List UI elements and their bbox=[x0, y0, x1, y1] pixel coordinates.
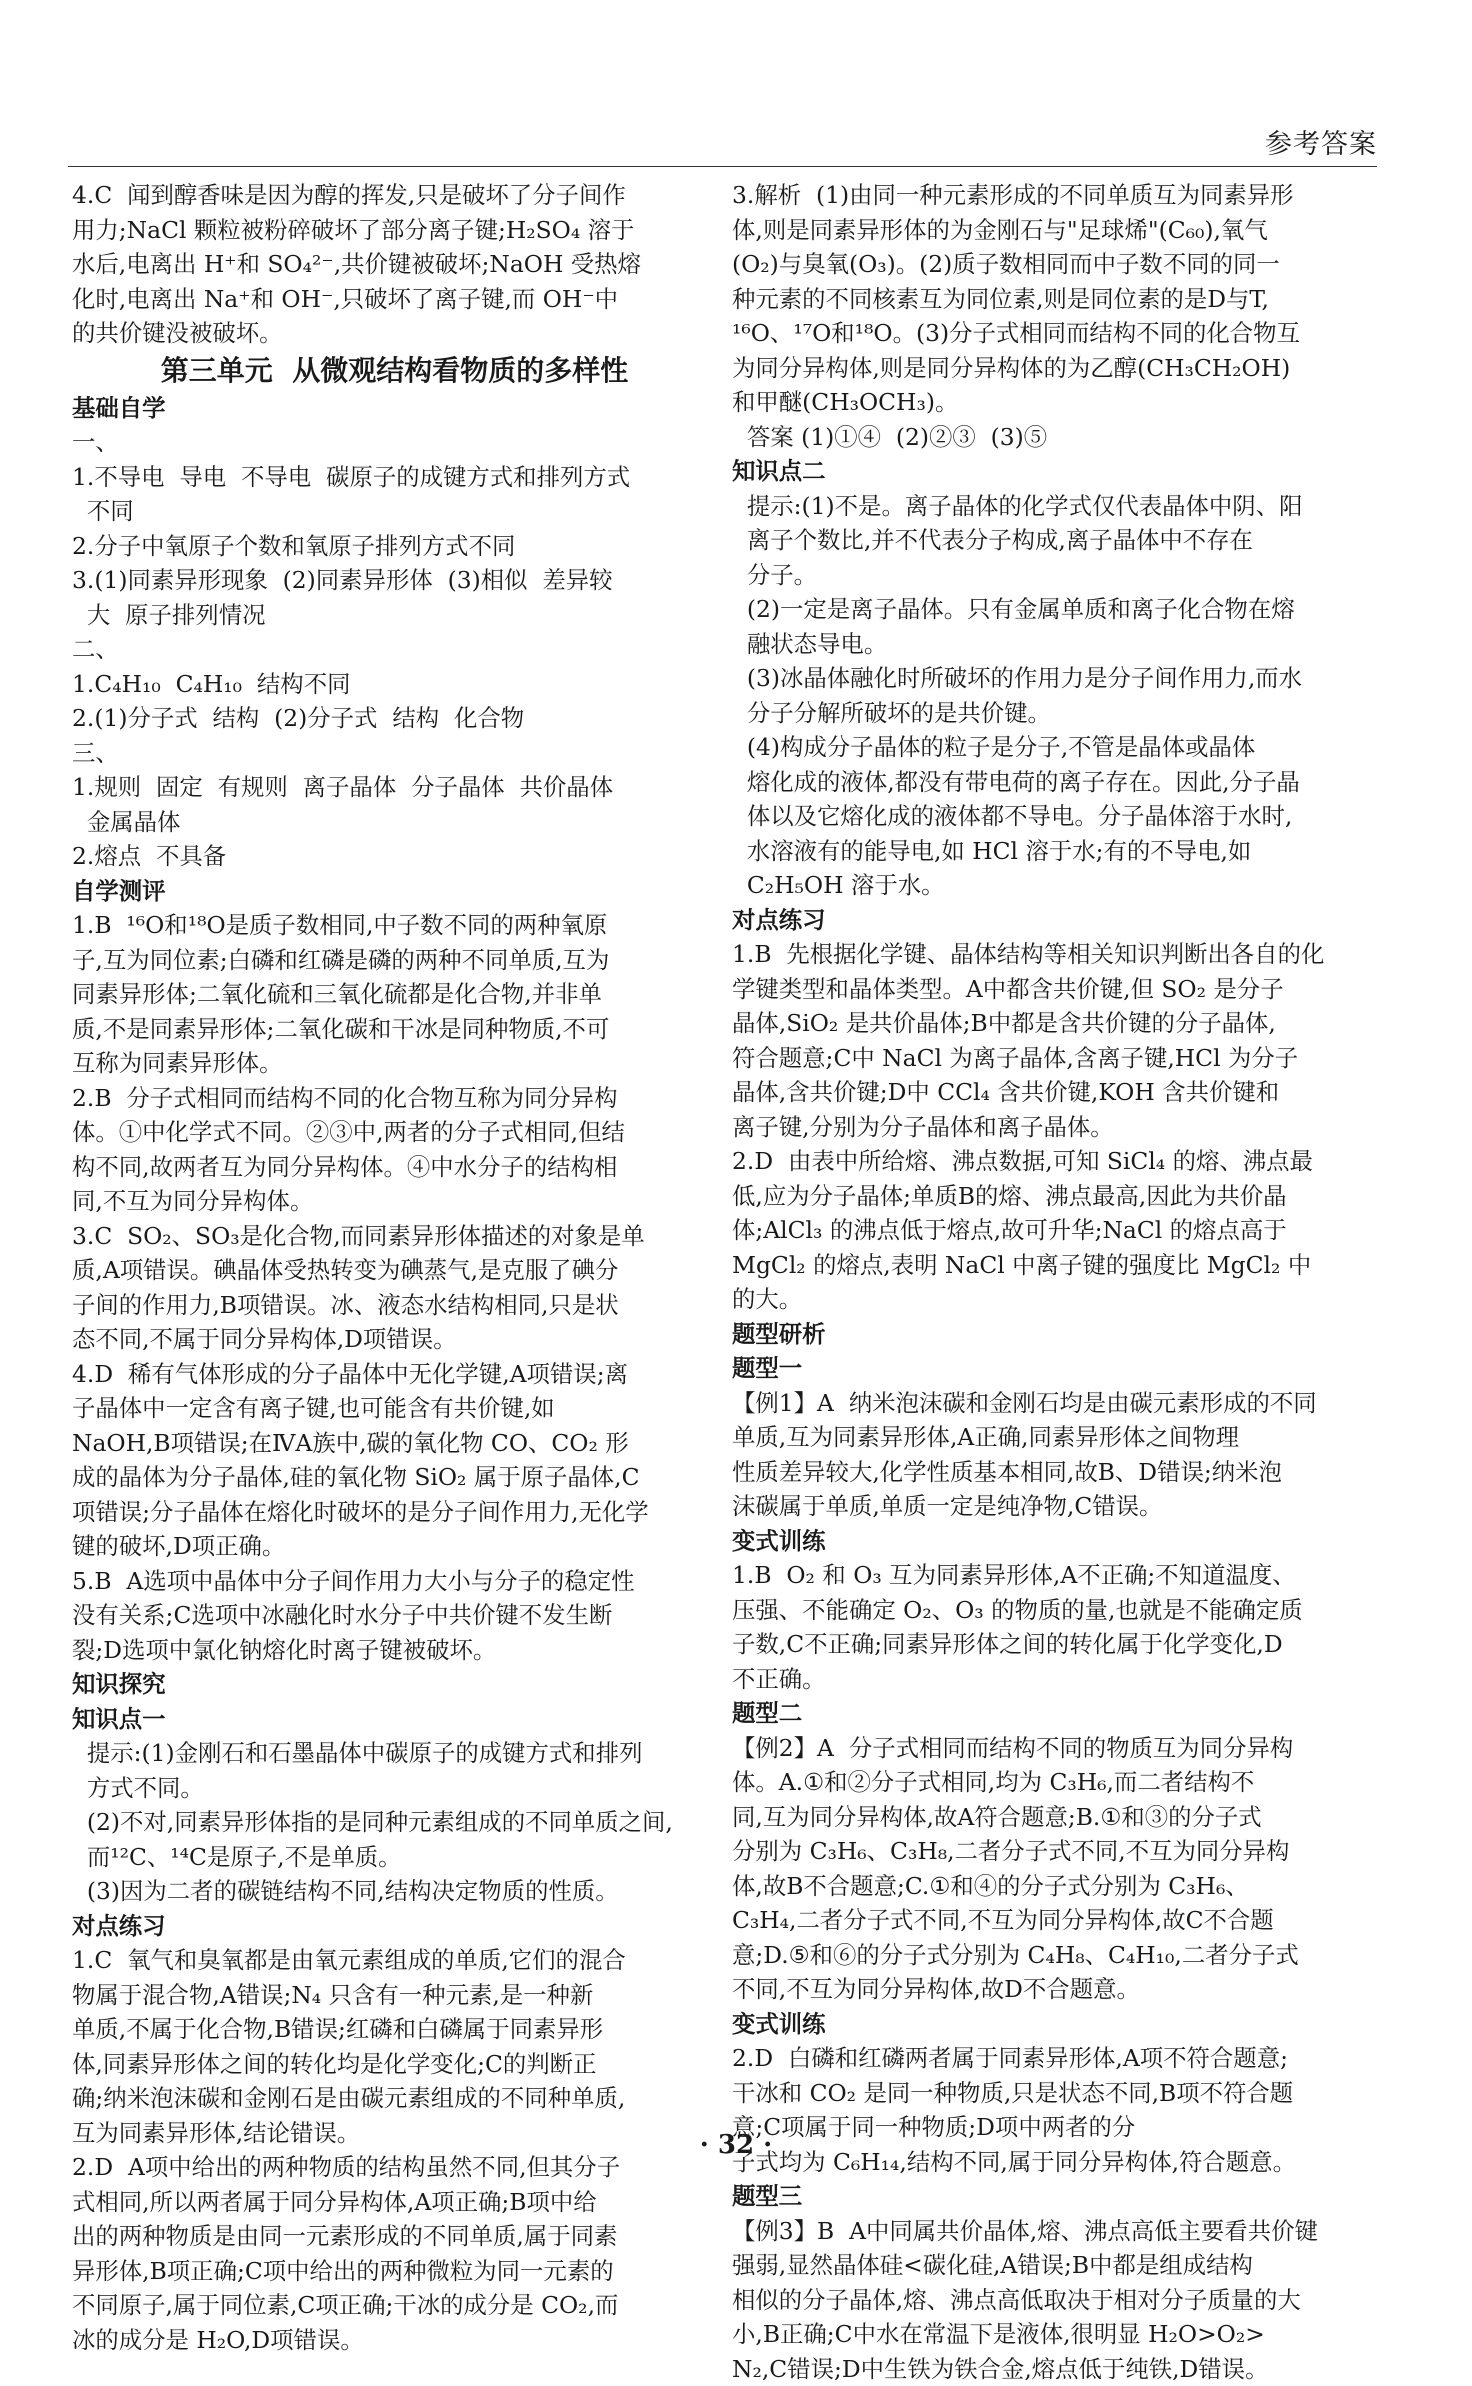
text-line: 式相同,所以两者属于同分异构体,A项正确;B项中给 bbox=[72, 2185, 717, 2220]
text-line: 方式不同。 bbox=[72, 1771, 717, 1806]
text-line: 出的两种物质是由同一元素形成的不同单质,属于同素 bbox=[72, 2219, 717, 2254]
text-line: 子间的作用力,B项错误。冰、液态水结构相同,只是状 bbox=[72, 1288, 717, 1323]
text-line: ¹⁶O、¹⁷O和¹⁸O。(3)分子式相同而结构不同的化合物互 bbox=[732, 316, 1380, 351]
text-line: 同,不互为同分异构体。 bbox=[72, 1184, 717, 1219]
text-line: 3.C SO₂、SO₃是化合物,而同素异形体描述的对象是单 bbox=[72, 1219, 717, 1254]
text-line: 【例2】A 分子式相同而结构不同的物质互为同分异构 bbox=[732, 1731, 1380, 1766]
page-number: · 32 · bbox=[0, 2130, 1472, 2160]
text-line: 而¹²C、¹⁴C是原子,不是单质。 bbox=[72, 1840, 717, 1875]
text-line: 金属晶体 bbox=[72, 805, 717, 840]
text-line: 键的破坏,D项正确。 bbox=[72, 1529, 717, 1564]
header-title: 参考答案 bbox=[1265, 122, 1377, 161]
text-line: 互称为同素异形体。 bbox=[72, 1046, 717, 1081]
text-line: 2.D 白磷和红磷两者属于同素异形体,A项不符合题意; bbox=[732, 2041, 1380, 2076]
section-heading: 基础自学 bbox=[72, 391, 717, 426]
text-line: 1.B O₂ 和 O₃ 互为同素异形体,A不正确;不知道温度、 bbox=[732, 1558, 1380, 1593]
text-line: 分子分解所破坏的是共价键。 bbox=[732, 696, 1380, 731]
text-line: 1.B 先根据化学键、晶体结构等相关知识判断出各自的化 bbox=[732, 937, 1380, 972]
text-line: 不同 bbox=[72, 494, 717, 529]
text-line: 小,B正确;C中水在常温下是液体,很明显 H₂O>O₂> bbox=[732, 2317, 1380, 2352]
text-line: (3)冰晶体融化时所破坏的作用力是分子间作用力,而水 bbox=[732, 661, 1380, 696]
text-line: 的大。 bbox=[732, 1282, 1380, 1317]
section-heading: 变式训练 bbox=[732, 1524, 1380, 1559]
text-line: MgCl₂ 的熔点,表明 NaCl 中离子键的强度比 MgCl₂ 中 bbox=[732, 1248, 1380, 1283]
text-line: 体。①中化学式不同。②③中,两者的分子式相同,但结 bbox=[72, 1115, 717, 1150]
section-heading: 题型二 bbox=[732, 1696, 1380, 1731]
text-line: 质,A项错误。碘晶体受热转变为碘蒸气,是克服了碘分 bbox=[72, 1253, 717, 1288]
text-line: 1.不导电 导电 不导电 碳原子的成键方式和排列方式 bbox=[72, 460, 717, 495]
section-heading: 题型研析 bbox=[732, 1317, 1380, 1352]
text-line: 不同原子,属于同位素,C项正确;干冰的成分是 CO₂,而 bbox=[72, 2288, 717, 2323]
text-line: 意;C项属于同一种物质;D项中两者的分 bbox=[732, 2110, 1380, 2145]
text-line: 用力;NaCl 颗粒被粉碎破坏了部分离子键;H₂SO₄ 溶于 bbox=[72, 213, 717, 248]
text-line: C₃H₄,二者分子式不同,不互为同分异构体,故C不合题 bbox=[732, 1903, 1380, 1938]
section-heading: 题型一 bbox=[732, 1351, 1380, 1386]
text-line: 5.B A选项中晶体中分子间作用力大小与分子的稳定性 bbox=[72, 1564, 717, 1599]
section-heading: 变式训练 bbox=[732, 2007, 1380, 2042]
section-heading: 对点练习 bbox=[732, 903, 1380, 938]
text-line: 物属于混合物,A错误;N₄ 只含有一种元素,是一种新 bbox=[72, 1978, 717, 2013]
text-line: 晶体,SiO₂ 是共价晶体;B中都是含共价键的分子晶体, bbox=[732, 1006, 1380, 1041]
text-line: 同素异形体;二氧化硫和三氧化硫都是化合物,并非单 bbox=[72, 977, 717, 1012]
text-line: 二、 bbox=[72, 632, 717, 667]
text-line: (3)因为二者的碳链结构不同,结构决定物质的性质。 bbox=[72, 1874, 717, 1909]
text-line: 熔化成的液体,都没有带电荷的离子存在。因此,分子晶 bbox=[732, 765, 1380, 800]
section-heading: 知识点一 bbox=[72, 1702, 717, 1737]
text-line: 意;D.⑤和⑥的分子式分别为 C₄H₈、C₄H₁₀,二者分子式 bbox=[732, 1938, 1380, 1973]
text-line: 低,应为分子晶体;单质B的熔、沸点最高,因此为共价晶 bbox=[732, 1179, 1380, 1214]
text-line: 大 原子排列情况 bbox=[72, 598, 717, 633]
text-line: (4)构成分子晶体的粒子是分子,不管是晶体或晶体 bbox=[732, 730, 1380, 765]
text-line: 化时,电离出 Na⁺和 OH⁻,只破坏了离子键,而 OH⁻中 bbox=[72, 282, 717, 317]
text-line: 分子。 bbox=[732, 558, 1380, 593]
text-line: 体;AlCl₃ 的沸点低于熔点,故可升华;NaCl 的熔点高于 bbox=[732, 1213, 1380, 1248]
text-line: (2)不对,同素异形体指的是同种元素组成的不同单质之间, bbox=[72, 1805, 717, 1840]
text-line: 提示:(1)不是。离子晶体的化学式仅代表晶体中阴、阳 bbox=[732, 489, 1380, 524]
text-line: 单质,互为同素异形体,A正确,同素异形体之间物理 bbox=[732, 1420, 1380, 1455]
text-line: 4.D 稀有气体形成的分子晶体中无化学键,A项错误;离 bbox=[72, 1357, 717, 1392]
text-line: (O₂)与臭氧(O₃)。(2)质子数相同而中子数不同的同一 bbox=[732, 247, 1380, 282]
unit-heading: 第三单元 从微观结构看物质的多样性 bbox=[72, 351, 717, 391]
text-line: 离子键,分别为分子晶体和离子晶体。 bbox=[732, 1110, 1380, 1145]
text-line: 裂;D选项中氯化钠熔化时离子键被破坏。 bbox=[72, 1633, 717, 1668]
text-line: 异形体,B项正确;C项中给出的两种微粒为同一元素的 bbox=[72, 2254, 717, 2289]
header-rule bbox=[68, 166, 1377, 167]
text-line: 4.C 闻到醇香味是因为醇的挥发,只是破坏了分子间作 bbox=[72, 178, 717, 213]
text-line: 晶体,含共价键;D中 CCl₄ 含共价键,KOH 含共价键和 bbox=[732, 1075, 1380, 1110]
section-heading: 知识点二 bbox=[732, 454, 1380, 489]
text-line: 1.C 氧气和臭氧都是由氧元素组成的单质,它们的混合 bbox=[72, 1943, 717, 1978]
text-line: 种元素的不同核素互为同位素,则是同位素的是D与T, bbox=[732, 282, 1380, 317]
text-line: (2)一定是离子晶体。只有金属单质和离子化合物在熔 bbox=[732, 592, 1380, 627]
text-line: 确;纳米泡沫碳和金刚石是由碳元素组成的不同种单质, bbox=[72, 2081, 717, 2116]
text-line: 不正确。 bbox=[732, 1662, 1380, 1697]
text-line: 2.分子中氧原子个数和氧原子排列方式不同 bbox=[72, 529, 717, 564]
text-line: 性质差异较大,化学性质基本相同,故B、D错误;纳米泡 bbox=[732, 1455, 1380, 1490]
text-line: 2.(1)分子式 结构 (2)分子式 结构 化合物 bbox=[72, 701, 717, 736]
text-line: 子式均为 C₆H₁₄,结构不同,属于同分异构体,符合题意。 bbox=[732, 2145, 1380, 2180]
text-line: 一、 bbox=[72, 425, 717, 460]
text-line: 为同分异构体,则是同分异构体的为乙醇(CH₃CH₂OH) bbox=[732, 351, 1380, 386]
text-line: 态不同,不属于同分异构体,D项错误。 bbox=[72, 1322, 717, 1357]
text-line: 融状态导电。 bbox=[732, 627, 1380, 662]
text-line: 的共价键没被破坏。 bbox=[72, 316, 717, 351]
text-line: 子数,C不正确;同素异形体之间的转化属于化学变化,D bbox=[732, 1627, 1380, 1662]
text-line: 体以及它熔化成的液体都不导电。分子晶体溶于水时, bbox=[732, 799, 1380, 834]
text-line: 学键类型和晶体类型。A中都含共价键,但 SO₂ 是分子 bbox=[732, 972, 1380, 1007]
text-line: 2.D A项中给出的两种物质的结构虽然不同,但其分子 bbox=[72, 2150, 717, 2185]
text-line: 没有关系;C选项中冰融化时水分子中共价键不发生断 bbox=[72, 1598, 717, 1633]
text-line: 互为同素异形体,结论错误。 bbox=[72, 2116, 717, 2151]
text-line: 子,互为同位素;白磷和红磷是磷的两种不同单质,互为 bbox=[72, 943, 717, 978]
text-line: 质,不是同素异形体;二氧化碳和干冰是同种物质,不可 bbox=[72, 1012, 717, 1047]
text-line: 同,互为同分异构体,故A符合题意;B.①和③的分子式 bbox=[732, 1800, 1380, 1835]
text-line: 沫碳属于单质,单质一定是纯净物,C错误。 bbox=[732, 1489, 1380, 1524]
text-line: 单质,不属于化合物,B错误;红磷和白磷属于同素异形 bbox=[72, 2012, 717, 2047]
text-line: 体,则是同素异形体的为金刚石与"足球烯"(C₆₀),氧气 bbox=[732, 213, 1380, 248]
text-line: 1.C₄H₁₀ C₄H₁₀ 结构不同 bbox=[72, 667, 717, 702]
text-line: 3.(1)同素异形现象 (2)同素异形体 (3)相似 差异较 bbox=[72, 563, 717, 598]
text-line: 强弱,显然晶体硅<碳化硅,A错误;B中都是组成结构 bbox=[732, 2248, 1380, 2283]
section-heading: 自学测评 bbox=[72, 874, 717, 909]
section-heading: 知识探究 bbox=[72, 1667, 717, 1702]
text-line: 体,故B不合题意;C.①和④的分子式分别为 C₃H₆、 bbox=[732, 1869, 1380, 1904]
right-column bbox=[732, 178, 1380, 2386]
text-line: 答案 (1)①④ (2)②③ (3)⑤ bbox=[732, 420, 1380, 455]
text-line: 项错误;分子晶体在熔化时破坏的是分子间作用力,无化学 bbox=[72, 1495, 717, 1530]
text-line: NaOH,B项错误;在ⅣA族中,碳的氧化物 CO、CO₂ 形 bbox=[72, 1426, 717, 1461]
text-line: 2.D 由表中所给熔、沸点数据,可知 SiCl₄ 的熔、沸点最 bbox=[732, 1144, 1380, 1179]
section-heading: 对点练习 bbox=[72, 1909, 717, 1944]
text-line: 1.规则 固定 有规则 离子晶体 分子晶体 共价晶体 bbox=[72, 770, 717, 805]
text-line: 【例1】A 纳米泡沫碳和金刚石均是由碳元素形成的不同 bbox=[732, 1386, 1380, 1421]
text-line: 成的晶体为分子晶体,硅的氧化物 SiO₂ 属于原子晶体,C bbox=[72, 1460, 717, 1495]
text-line: 水后,电离出 H⁺和 SO₄²⁻,共价键被破坏;NaOH 受热熔 bbox=[72, 247, 717, 282]
text-line: 相似的分子晶体,熔、沸点高低取决于相对分子质量的大 bbox=[732, 2283, 1380, 2318]
text-line: 3.解析 (1)由同一种元素形成的不同单质互为同素异形 bbox=[732, 178, 1380, 213]
text-line: 干冰和 CO₂ 是同一种物质,只是状态不同,B项不符合题 bbox=[732, 2076, 1380, 2111]
text-line: 【例3】B A中同属共价晶体,熔、沸点高低主要看共价键 bbox=[732, 2214, 1380, 2249]
text-line: 冰的成分是 H₂O,D项错误。 bbox=[72, 2323, 717, 2358]
text-line: 压强、不能确定 O₂、O₃ 的物质的量,也就是不能确定质 bbox=[732, 1593, 1380, 1628]
text-line: 2.熔点 不具备 bbox=[72, 839, 717, 874]
text-line: 体,同素异形体之间的转化均是化学变化;C的判断正 bbox=[72, 2047, 717, 2082]
text-line: 体。A.①和②分子式相同,均为 C₃H₆,而二者结构不 bbox=[732, 1765, 1380, 1800]
text-line: 提示:(1)金刚石和石墨晶体中碳原子的成键方式和排列 bbox=[72, 1736, 717, 1771]
section-heading: 题型三 bbox=[732, 2179, 1380, 2214]
text-line: 离子个数比,并不代表分子构成,离子晶体中不存在 bbox=[732, 523, 1380, 558]
text-line: C₂H₅OH 溶于水。 bbox=[732, 868, 1380, 903]
text-line: 不同,不互为同分异构体,故D不合题意。 bbox=[732, 1972, 1380, 2007]
text-line: 三、 bbox=[72, 736, 717, 771]
text-line: 符合题意;C中 NaCl 为离子晶体,含离子键,HCl 为分子 bbox=[732, 1041, 1380, 1076]
left-column bbox=[72, 178, 717, 2357]
text-line: 和甲醚(CH₃OCH₃)。 bbox=[732, 385, 1380, 420]
text-line: 1.B ¹⁶O和¹⁸O是质子数相同,中子数不同的两种氧原 bbox=[72, 908, 717, 943]
text-line: 构不同,故两者互为同分异构体。④中水分子的结构相 bbox=[72, 1150, 717, 1185]
text-line: N₂,C错误;D中生铁为铁合金,熔点低于纯铁,D错误。 bbox=[732, 2352, 1380, 2386]
text-line: 2.B 分子式相同而结构不同的化合物互称为同分异构 bbox=[72, 1081, 717, 1116]
text-line: 水溶液有的能导电,如 HCl 溶于水;有的不导电,如 bbox=[732, 834, 1380, 869]
text-line: 分别为 C₃H₆、C₃H₈,二者分子式不同,不互为同分异构 bbox=[732, 1834, 1380, 1869]
text-line: 子晶体中一定含有离子键,也可能含有共价键,如 bbox=[72, 1391, 717, 1426]
